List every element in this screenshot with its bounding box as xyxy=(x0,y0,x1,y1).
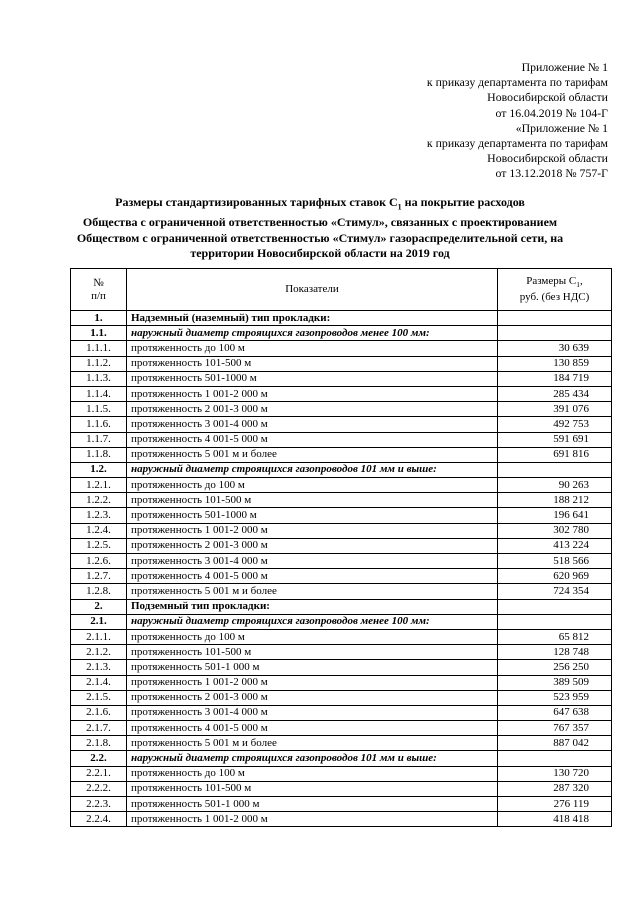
row-number: 2.2.1. xyxy=(71,766,127,781)
row-value: 65 812 xyxy=(498,629,612,644)
row-number: 2.1.3. xyxy=(71,660,127,675)
row-label: протяженность 3 001-4 000 м xyxy=(127,417,498,432)
row-label: протяженность 4 001-5 000 м xyxy=(127,721,498,736)
row-label: протяженность 501-1000 м xyxy=(127,508,498,523)
row-number: 1.2.3. xyxy=(71,508,127,523)
row-label: протяженность 501-1 000 м xyxy=(127,660,498,675)
row-number: 2.1. xyxy=(71,614,127,629)
row-value: 391 076 xyxy=(498,402,612,417)
row-value: 130 859 xyxy=(498,356,612,371)
row-label: протяженность 2 001-3 000 м xyxy=(127,690,498,705)
row-label: протяженность 5 001 м и более xyxy=(127,584,498,599)
row-number: 1.2.1. xyxy=(71,478,127,493)
table-row xyxy=(71,554,612,569)
row-label: протяженность 4 001-5 000 м xyxy=(127,432,498,447)
table-row xyxy=(71,721,612,736)
row-value xyxy=(498,462,612,477)
table-row xyxy=(71,569,612,584)
row-label: протяженность 1 001-2 000 м xyxy=(127,675,498,690)
row-number: 2.1.4. xyxy=(71,675,127,690)
row-number: 1.1.6. xyxy=(71,417,127,432)
table-row xyxy=(71,478,612,493)
row-label: наружный диаметр строящихся газопроводов менее 100 мм: xyxy=(127,614,498,629)
row-label: протяженность 1 001-2 000 м xyxy=(127,386,498,401)
table-row xyxy=(71,493,612,508)
table-row xyxy=(71,766,612,781)
row-value xyxy=(498,599,612,614)
header-number xyxy=(71,269,127,311)
table-row xyxy=(71,508,612,523)
row-value xyxy=(498,751,612,766)
appendix-line: Новосибирской области xyxy=(487,90,608,105)
title-line-3: Обществом с ограниченной ответственностью «Стимул» газораспределительной сети, на xyxy=(76,230,564,245)
row-number: 2.1.6. xyxy=(71,705,127,720)
row-value xyxy=(498,614,612,629)
row-value: 256 250 xyxy=(498,660,612,675)
appendix-block xyxy=(308,60,608,182)
row-number: 2.1.5. xyxy=(71,690,127,705)
row-value: 418 418 xyxy=(498,812,612,827)
header-size xyxy=(498,269,612,311)
row-value: 887 042 xyxy=(498,736,612,751)
table-row xyxy=(71,584,612,599)
table-row xyxy=(71,660,612,675)
appendix-line: Приложение № 1 xyxy=(521,60,608,74)
table-row xyxy=(71,751,612,766)
header-text: Размеры С xyxy=(526,274,577,287)
title-text: Размеры стандартизированных тарифных ставок С xyxy=(115,195,398,209)
header-text: № xyxy=(93,276,104,289)
table-row xyxy=(71,311,612,326)
table-row xyxy=(71,614,612,629)
header-text: , xyxy=(580,274,583,287)
row-number: 1.1. xyxy=(71,326,127,341)
table-row xyxy=(71,538,612,553)
title-text: на покрытие расходов xyxy=(401,195,525,209)
row-label: Подземный тип прокладки: xyxy=(127,599,498,614)
row-number: 1. xyxy=(71,311,127,326)
header-text: руб. (без НДС) xyxy=(519,291,590,304)
row-label: наружный диаметр строящихся газопроводов 101 мм и выше: xyxy=(127,462,498,477)
appendix-line: к приказу департамента по тарифам xyxy=(426,136,608,151)
table-row xyxy=(71,645,612,660)
row-number: 1.1.5. xyxy=(71,402,127,417)
row-label: протяженность 101-500 м xyxy=(127,781,498,796)
row-label: протяженность 101-500 м xyxy=(127,645,498,660)
row-number: 1.2. xyxy=(71,462,127,477)
row-label: протяженность 1 001-2 000 м xyxy=(127,812,498,827)
row-value: 620 969 xyxy=(498,569,612,584)
row-number: 1.1.7. xyxy=(71,432,127,447)
table-row xyxy=(71,705,612,720)
row-number: 2.1.2. xyxy=(71,645,127,660)
table-row xyxy=(71,371,612,386)
row-value xyxy=(498,311,612,326)
table-row xyxy=(71,462,612,477)
document-title xyxy=(70,195,570,262)
row-number: 1.2.7. xyxy=(71,569,127,584)
row-value: 276 119 xyxy=(498,797,612,812)
row-label: протяженность до 100 м xyxy=(127,341,498,356)
table-row xyxy=(71,797,612,812)
table-row xyxy=(71,326,612,341)
header-text: п/п xyxy=(91,289,106,302)
row-number: 1.2.2. xyxy=(71,493,127,508)
row-number: 2.1.1. xyxy=(71,629,127,644)
row-label: протяженность до 100 м xyxy=(127,478,498,493)
tariff-table xyxy=(70,268,612,827)
row-number: 1.2.8. xyxy=(71,584,127,599)
row-label: наружный диаметр строящихся газопроводов менее 100 мм: xyxy=(127,326,498,341)
row-label: протяженность 2 001-3 000 м xyxy=(127,538,498,553)
row-value: 647 638 xyxy=(498,705,612,720)
row-value: 767 357 xyxy=(498,721,612,736)
row-label: протяженность 501-1000 м xyxy=(127,371,498,386)
row-number: 1.1.2. xyxy=(71,356,127,371)
row-value: 492 753 xyxy=(498,417,612,432)
row-value: 285 434 xyxy=(498,386,612,401)
row-number: 2.2.3. xyxy=(71,797,127,812)
row-value: 389 509 xyxy=(498,675,612,690)
row-value: 691 816 xyxy=(498,447,612,462)
row-value: 523 959 xyxy=(498,690,612,705)
table-row xyxy=(71,523,612,538)
row-number: 1.1.4. xyxy=(71,386,127,401)
row-number: 2.1.7. xyxy=(71,721,127,736)
row-number: 2.2. xyxy=(71,751,127,766)
row-label: протяженность до 100 м xyxy=(127,629,498,644)
row-value: 591 691 xyxy=(498,432,612,447)
row-number: 2.2.4. xyxy=(71,812,127,827)
table-row xyxy=(71,629,612,644)
row-value: 188 212 xyxy=(498,493,612,508)
table-row xyxy=(71,402,612,417)
title-line-2: Общества с ограниченной ответственностью «Стимул», связанных с проектированием xyxy=(82,214,558,229)
table-row xyxy=(71,386,612,401)
row-value: 184 719 xyxy=(498,371,612,386)
table-row xyxy=(71,432,612,447)
table-row xyxy=(71,736,612,751)
table-row xyxy=(71,812,612,827)
row-value: 196 641 xyxy=(498,508,612,523)
row-number: 1.2.6. xyxy=(71,554,127,569)
row-label: протяженность 4 001-5 000 м xyxy=(127,569,498,584)
row-number: 1.1.1. xyxy=(71,341,127,356)
row-value: 128 748 xyxy=(498,645,612,660)
row-number: 1.2.5. xyxy=(71,538,127,553)
title-line-1 xyxy=(70,195,570,215)
row-label: наружный диаметр строящихся газопроводов 101 мм и выше: xyxy=(127,751,498,766)
row-value xyxy=(498,326,612,341)
row-number: 2.1.8. xyxy=(71,736,127,751)
table-header-row xyxy=(71,269,612,311)
row-value: 413 224 xyxy=(498,538,612,553)
table-row xyxy=(71,341,612,356)
row-label: протяженность 101-500 м xyxy=(127,493,498,508)
appendix-line: «Приложение № 1 xyxy=(515,120,608,135)
row-label: протяженность 3 001-4 000 м xyxy=(127,554,498,569)
title-line-4: территории Новосибирской области на 2019 год xyxy=(190,246,450,261)
row-value: 724 354 xyxy=(498,584,612,599)
appendix-line: Новосибирской области xyxy=(487,151,608,166)
row-label: протяженность 2 001-3 000 м xyxy=(127,402,498,417)
table-row xyxy=(71,690,612,705)
row-label: протяженность 101-500 м xyxy=(127,356,498,371)
table-row xyxy=(71,356,612,371)
row-label: протяженность 501-1 000 м xyxy=(127,797,498,812)
row-value: 287 320 xyxy=(498,781,612,796)
table-row xyxy=(71,447,612,462)
row-number: 2.2.2. xyxy=(71,781,127,796)
header-indicator: Показатели xyxy=(127,269,498,311)
row-value: 302 780 xyxy=(498,523,612,538)
table-row xyxy=(71,781,612,796)
header-subscript: 1 xyxy=(576,280,580,290)
row-value: 90 263 xyxy=(498,478,612,493)
title-subscript: 1 xyxy=(397,202,402,212)
table-row xyxy=(71,599,612,614)
appendix-line: от 13.12.2018 № 757-Г xyxy=(495,166,608,181)
row-label: протяженность до 100 м xyxy=(127,766,498,781)
row-label: Надземный (наземный) тип прокладки: xyxy=(127,311,498,326)
table-row xyxy=(71,675,612,690)
row-number: 1.1.3. xyxy=(71,371,127,386)
row-number: 1.1.8. xyxy=(71,447,127,462)
row-value: 518 566 xyxy=(498,554,612,569)
row-value: 30 639 xyxy=(498,341,612,356)
row-label: протяженность 5 001 м и более xyxy=(127,736,498,751)
row-label: протяженность 3 001-4 000 м xyxy=(127,705,498,720)
row-number: 2. xyxy=(71,599,127,614)
appendix-line: от 16.04.2019 № 104-Г xyxy=(495,105,608,120)
row-label: протяженность 1 001-2 000 м xyxy=(127,523,498,538)
row-number: 1.2.4. xyxy=(71,523,127,538)
appendix-line: к приказу департамента по тарифам xyxy=(426,75,608,90)
row-value: 130 720 xyxy=(498,766,612,781)
row-label: протяженность 5 001 м и более xyxy=(127,447,498,462)
table-row xyxy=(71,417,612,432)
